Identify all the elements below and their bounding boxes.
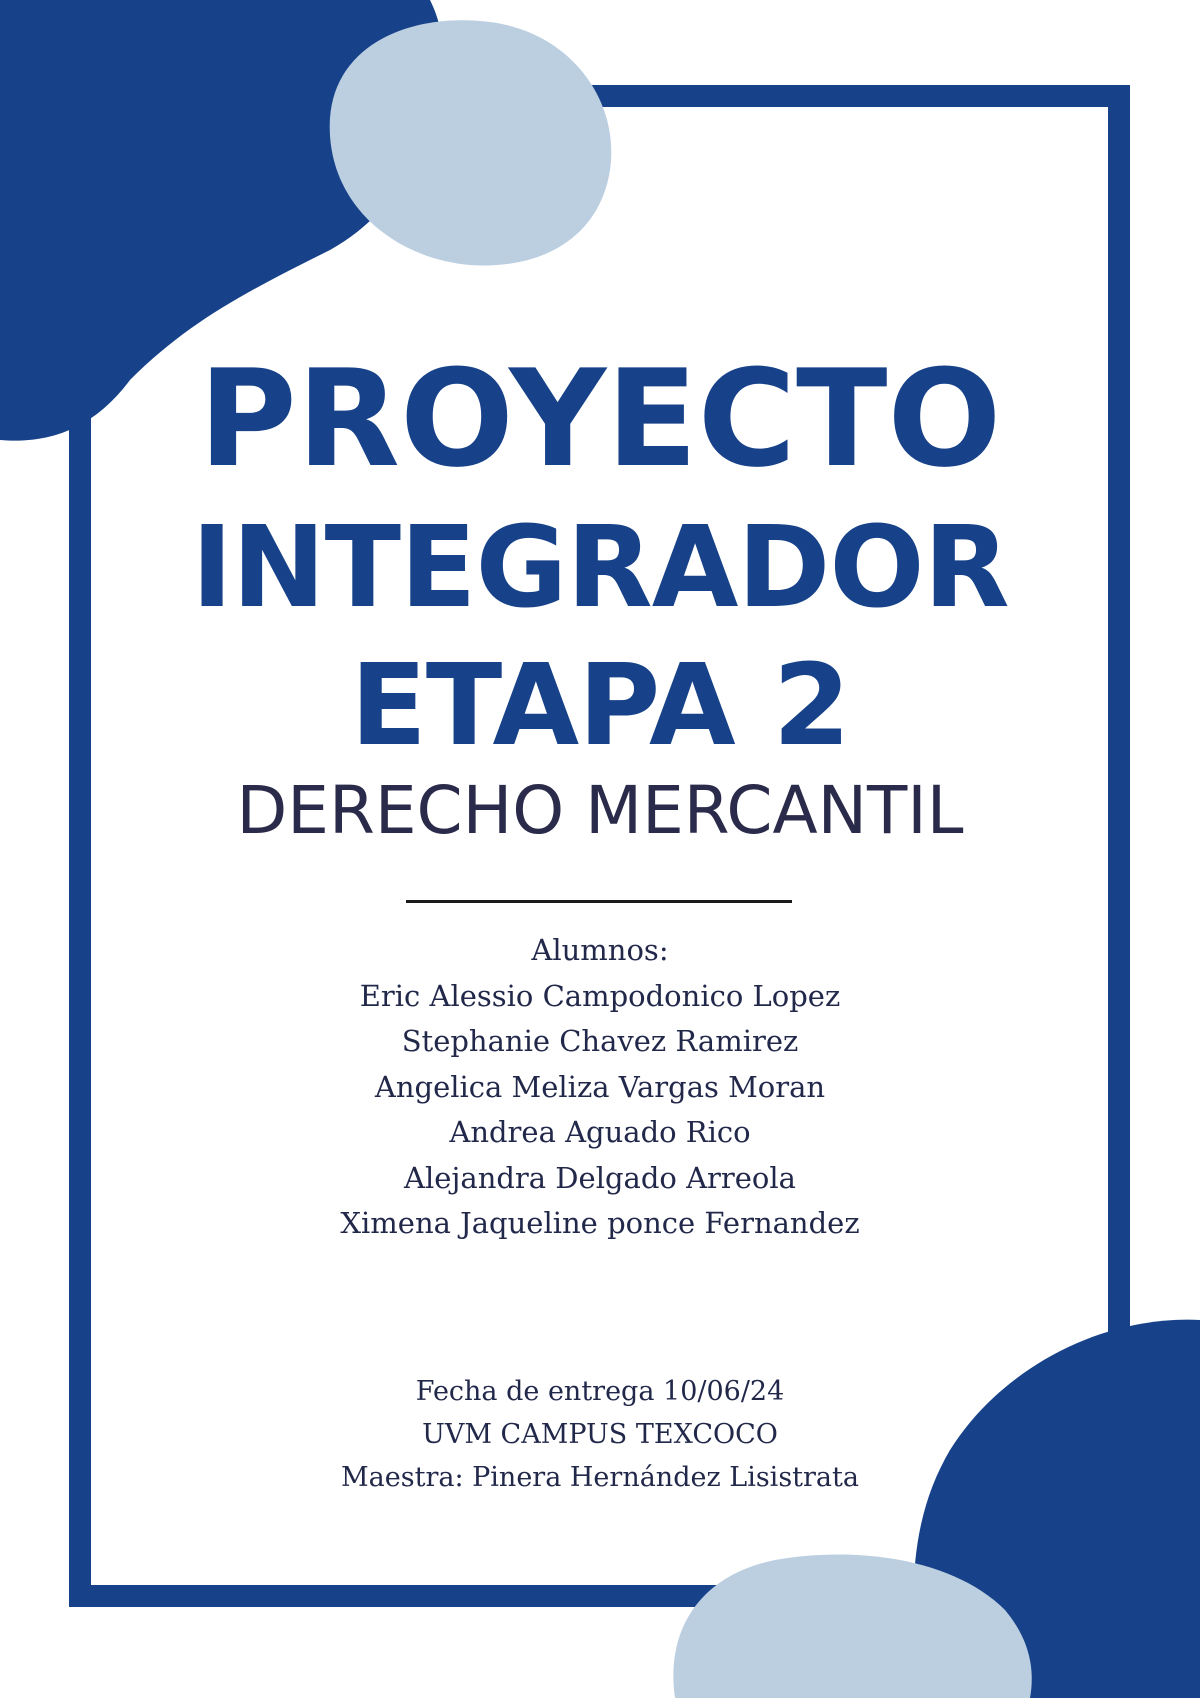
footer-info [0, 1370, 1200, 1499]
student-name: Eric Alessio Campodonico Lopez [359, 978, 841, 1013]
course-subtitle: DERECHO MERCANTIL [236, 772, 964, 849]
title-line-2: INTEGRADOR [191, 503, 1009, 633]
title-line-3: ETAPA 2 [350, 641, 850, 771]
student-name: Andrea Aguado Rico [449, 1115, 751, 1149]
student-name: Alejandra Delgado Arreola [404, 1160, 796, 1195]
delivery-date: Fecha de entrega 10/06/24 [415, 1376, 785, 1407]
top-light-blue-blob [330, 20, 612, 265]
divider-line [406, 900, 792, 903]
students-heading: Alumnos: [531, 933, 669, 967]
teacher-name: Maestra: Pinera Hernández Lisistrata [341, 1462, 859, 1493]
title-line-1: PROYECTO [198, 341, 1002, 497]
campus-name: UVM CAMPUS TEXCOCO [422, 1419, 778, 1450]
students-list [0, 928, 1200, 1247]
student-name: Angelica Meliza Vargas Moran [374, 1069, 826, 1104]
student-name: Ximena Jaqueline ponce Fernandez [340, 1206, 860, 1240]
student-name: Stephanie Chavez Ramirez [401, 1024, 799, 1058]
